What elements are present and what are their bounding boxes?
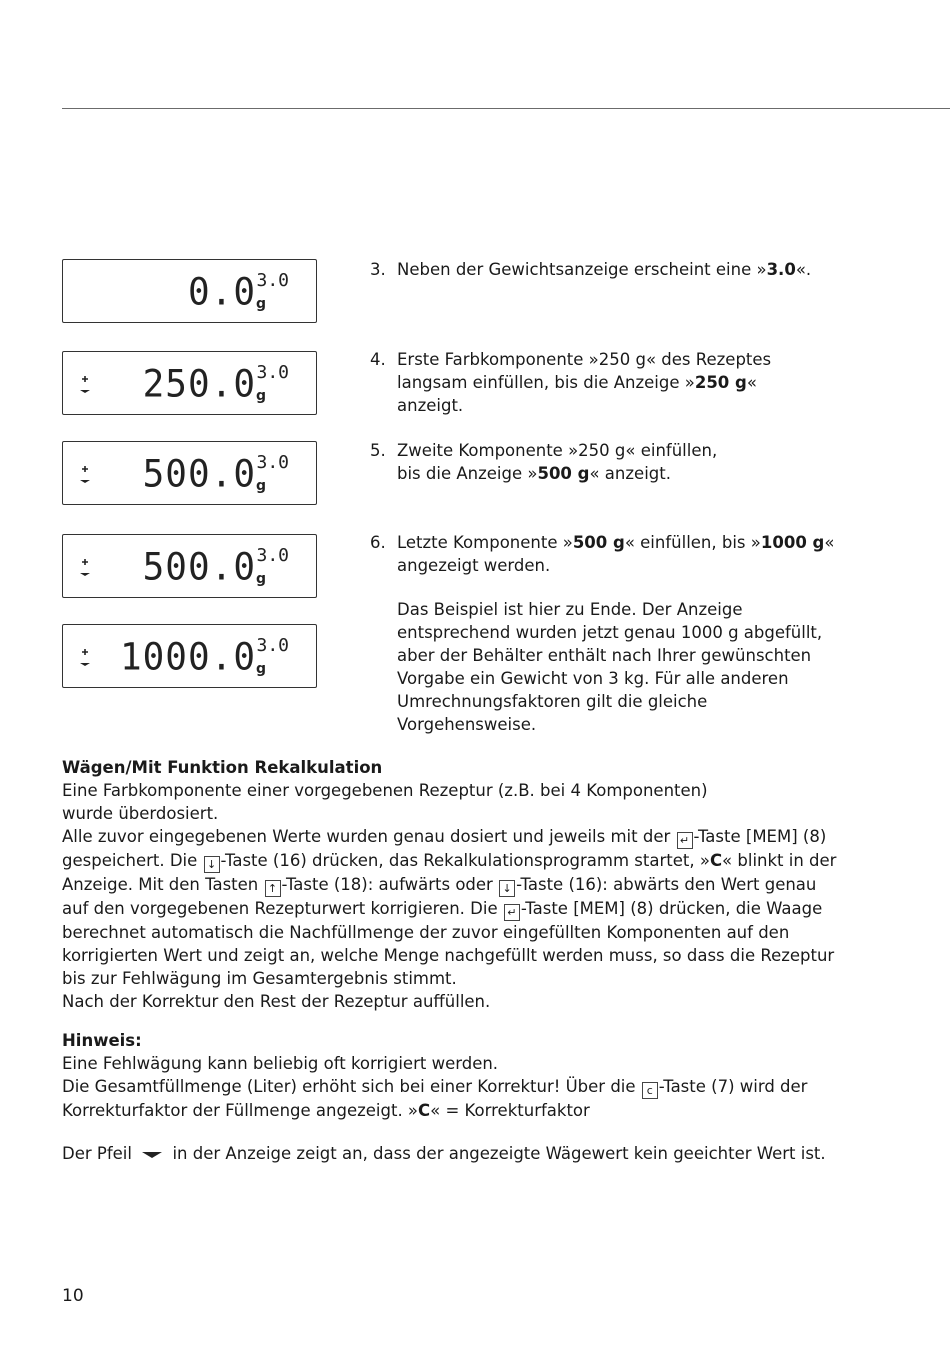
plus-minus-arrows-icon xyxy=(78,647,92,671)
recalc-intro: Eine Farbkomponente einer vorgegebenen Rezeptur (z.B. bei 4 Komponenten) wurde überdosiert. xyxy=(62,781,708,823)
arrow-note: Der Pfeil in der Anzeige zeigt an, dass der angezeigte Wägewert kein geeichter Wert ist. xyxy=(62,1142,842,1166)
down-key-icon: ↓ xyxy=(204,856,220,873)
display-value: 250.0 xyxy=(142,362,256,406)
display-unit: g xyxy=(255,388,266,404)
note-line-1: Eine Fehlwägung kann beliebig oft korrigiert werden. xyxy=(62,1054,499,1073)
display-value: 500.0 xyxy=(142,452,256,496)
note-section xyxy=(62,1029,842,1122)
display-factor: 3.0 xyxy=(256,635,289,656)
step-number: 4. xyxy=(370,350,386,369)
display-unit: g xyxy=(255,478,266,494)
header-rule xyxy=(62,108,950,109)
plus-minus-arrows-icon xyxy=(78,464,92,488)
step-5 xyxy=(370,439,840,485)
recalculation-section xyxy=(62,756,842,1013)
step-6 xyxy=(370,531,840,577)
step-number: 3. xyxy=(370,260,386,279)
note-heading: Hinweis: xyxy=(62,1031,142,1050)
display-factor: 3.0 xyxy=(256,362,289,383)
section-heading: Wägen/Mit Funktion Rekalkulation xyxy=(62,758,383,777)
example-end-paragraph: Das Beispiel ist hier zu Ende. Der Anzeige entsprechend wurden jetzt genau 1000 g abgefüllt, aber der Behälter enthält nach Ihrer gewünschten Vorgabe ein Gewicht von 3 kg. Für alle anderen Umrechnungsfaktoren gilt die gleiche Vorgehensweise. xyxy=(397,600,823,734)
display-value: 500.0 xyxy=(142,545,256,589)
display-factor: 3.0 xyxy=(256,452,289,473)
display-factor: 3.0 xyxy=(256,270,289,291)
note-line-2: Die Gesamtfüllmenge (Liter) erhöht sich bei einer Korrektur! Über die c -Taste (7) wird der Korrekturfaktor der Füllmenge angezeigt. »C« = Korrekturfaktor xyxy=(62,1077,808,1120)
plus-minus-arrows-icon xyxy=(78,374,92,398)
down-arrow-icon xyxy=(141,1143,163,1166)
step-3 xyxy=(370,258,840,281)
display-value: 1000.0 xyxy=(119,635,256,679)
plus-minus-arrows-icon xyxy=(78,557,92,581)
enter-key-icon: ↵ xyxy=(677,832,693,849)
step-text: Neben der Gewichtsanzeige erscheint eine »3.0«. xyxy=(397,260,812,279)
step-text: Zweite Komponente »250 g« einfüllen, bis die Anzeige »500 g« anzeigt. xyxy=(397,441,718,483)
enter-key-icon: ↵ xyxy=(504,904,520,921)
scale-display-3 xyxy=(62,441,317,505)
scale-display-5 xyxy=(62,624,317,688)
c-key-icon: c xyxy=(642,1082,658,1099)
scale-display-1 xyxy=(62,259,317,323)
down-key-icon: ↓ xyxy=(499,880,515,897)
scale-display-2 xyxy=(62,351,317,415)
up-key-icon: ↑ xyxy=(265,880,281,897)
display-value: 0.0 xyxy=(187,270,256,314)
recalc-final-line: Nach der Korrektur den Rest der Rezeptur auffüllen. xyxy=(62,992,491,1011)
step-text: Erste Farbkomponente »250 g« des Rezeptes langsam einfüllen, bis die Anzeige »250 g« anzeigt. xyxy=(397,350,772,415)
display-factor: 3.0 xyxy=(256,545,289,566)
display-unit: g xyxy=(255,661,266,677)
step-number: 5. xyxy=(370,441,386,460)
recalc-body: Alle zuvor eingegebenen Werte wurden genau dosiert und jeweils mit der ↵ -Taste [MEM] (8) gespeichert. Die ↓ -Taste (16) drücken, das Rekalkulationsprogramm startet, »C« blinkt in der Anzeige. Mit den Tasten ↑ -Taste (18): aufwärts oder ↓ -Taste (16): abwärts den Wert genau auf den vorgegebenen Rezepturwert korrigieren. Die ↵ -Taste [MEM] (8) drücken, die Waage berechnet automatisch die Nachfüllmenge der zuvor eingefüllten Komponenten auf den korrigierten Wert und zeigt an, welche Menge nachgefüllt werden muss, so dass die Rezeptur bis zur Fehlwägung im Gesamtergebnis stimmt. xyxy=(62,827,837,988)
display-unit: g xyxy=(255,296,266,312)
step-text: Letzte Komponente »500 g« einfüllen, bis »1000 g« angezeigt werden. xyxy=(397,533,835,575)
step-number: 6. xyxy=(370,533,386,552)
page-number: 10 xyxy=(62,1286,84,1306)
step-4 xyxy=(370,348,840,417)
scale-display-4 xyxy=(62,534,317,598)
display-unit: g xyxy=(255,571,266,587)
